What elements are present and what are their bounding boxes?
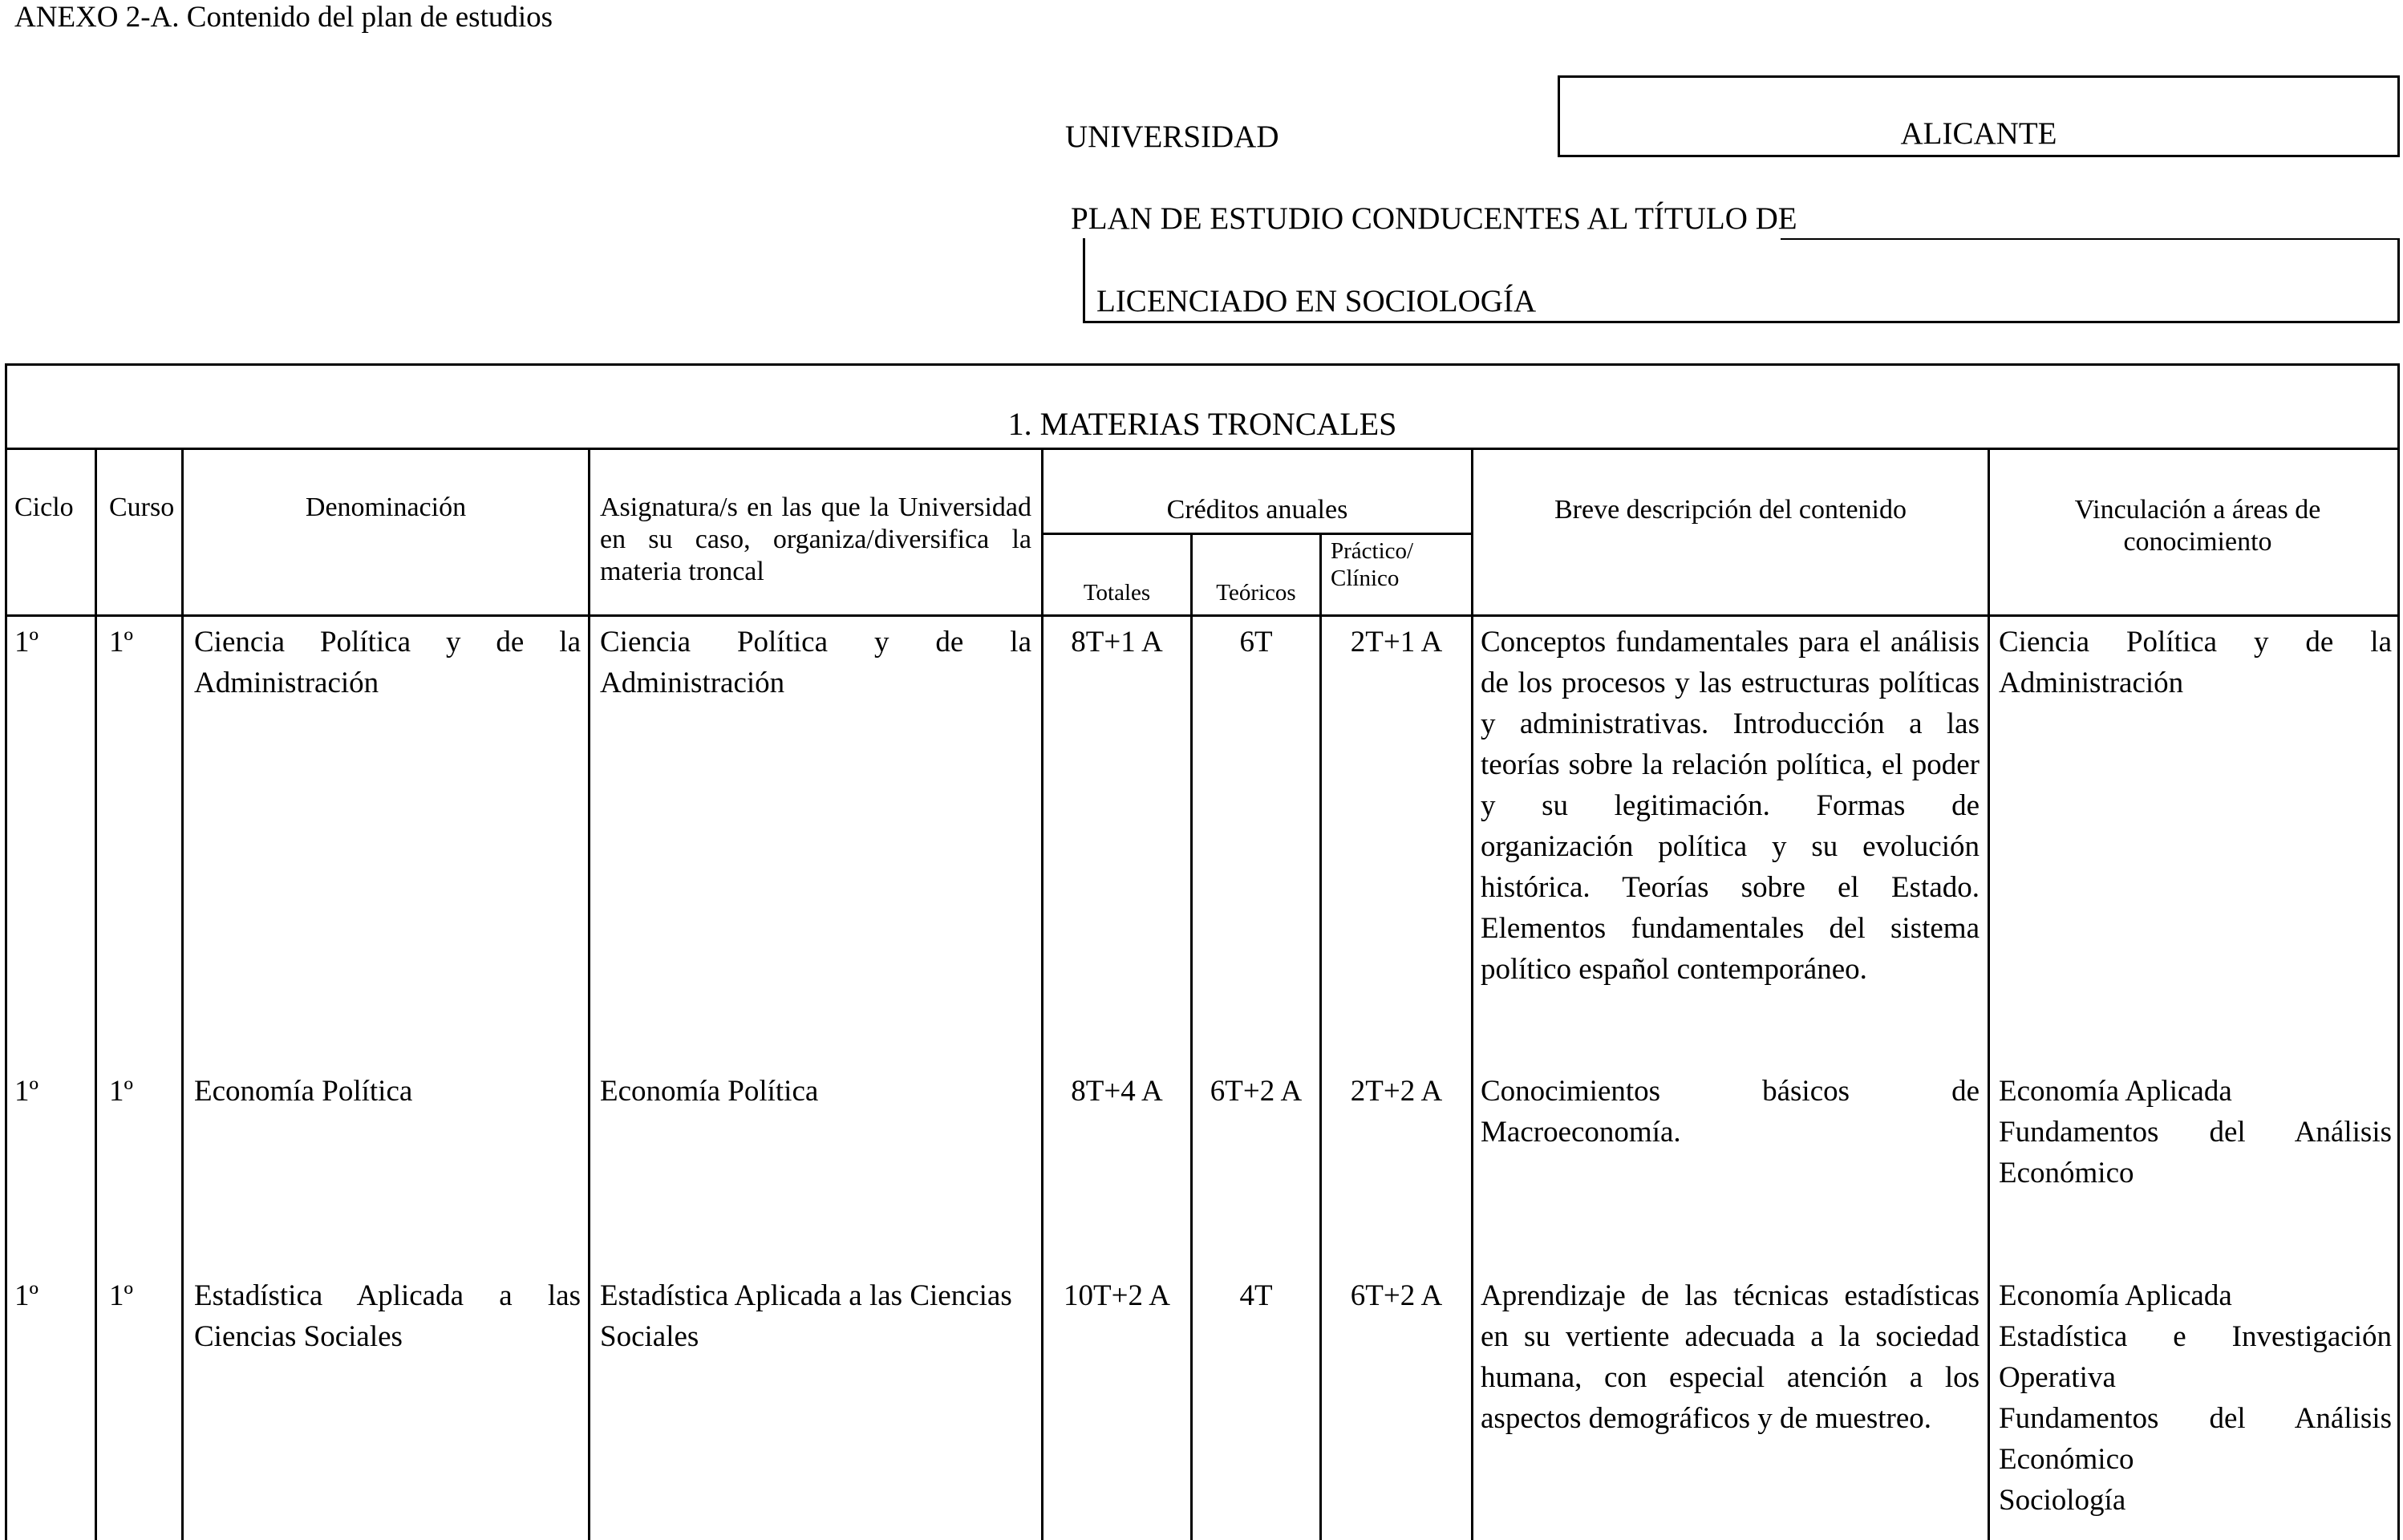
row-1-vinculacion bbox=[1999, 622, 2392, 703]
annex-title: ANEXO 2-A. Contenido del plan de estudios bbox=[14, 1, 553, 34]
section-title: 1. MATERIAS TRONCALES bbox=[1007, 406, 1397, 442]
row-3-teoricos: 4T bbox=[1239, 1279, 1273, 1312]
row-2-descripcion: Conocimientos básicos de Macroeconomía. bbox=[1481, 1075, 1980, 1149]
degree-title: LICENCIADO EN SOCIOLOGÍA bbox=[1096, 284, 1537, 318]
col-rule-5 bbox=[1190, 533, 1193, 1540]
row-3-descripcion: Aprendizaje de las técnicas estadísticas en su vertiente adecuada a la sociedad humana, con especial atención a los aspectos demográficos y de muestreo. bbox=[1481, 1279, 1980, 1435]
col-header-creditos: Créditos anuales bbox=[1166, 495, 1348, 525]
header-bottom-rule bbox=[5, 614, 2400, 617]
col-header-ciclo: Ciclo bbox=[14, 492, 74, 522]
col-header-curso: Curso bbox=[109, 492, 175, 522]
row-3-area-3: Fundamentos del Análisis Económico bbox=[1999, 1402, 2392, 1476]
row-3-asignaturas: Estadística Aplicada a las Ciencias Sociales bbox=[600, 1279, 1012, 1353]
col-header-vinculacion: Vinculación a áreas de conocimiento bbox=[2074, 495, 2321, 557]
row-1-asignaturas: Ciencia Política y de la Administración bbox=[600, 626, 1031, 699]
plan-label: PLAN DE ESTUDIO CONDUCENTES AL TÍTULO DE bbox=[1071, 201, 1797, 236]
col-header-teoricos: Teóricos bbox=[1216, 580, 1296, 606]
row-2-ciclo: 1º bbox=[14, 1075, 38, 1108]
row-2-curso: 1º bbox=[109, 1075, 133, 1108]
row-3-vinculacion bbox=[1999, 1275, 2392, 1521]
row-2-asignaturas: Economía Política bbox=[600, 1075, 819, 1108]
university-box bbox=[1558, 75, 2400, 157]
col-rule-4 bbox=[1041, 448, 1043, 1540]
row-1-teoricos: 6T bbox=[1239, 626, 1273, 659]
row-3-curso: 1º bbox=[109, 1279, 133, 1312]
row-1-curso: 1º bbox=[109, 626, 133, 659]
row-3-area-2: Estadística e Investigación Operativa bbox=[1999, 1320, 2392, 1394]
col-header-totales: Totales bbox=[1083, 580, 1151, 606]
row-3-area-1: Economía Aplicada bbox=[1999, 1279, 2232, 1312]
credits-sub-rule bbox=[1041, 533, 1471, 535]
row-2-area-1: Economía Aplicada bbox=[1999, 1075, 2232, 1108]
col-rule-2 bbox=[181, 448, 184, 1540]
row-2-practico: 2T+2 A bbox=[1350, 1075, 1443, 1108]
row-1-denominacion: Ciencia Política y de la Administración bbox=[194, 626, 581, 699]
row-1-practico: 2T+1 A bbox=[1350, 626, 1443, 659]
row-2-area-2: Fundamentos del Análisis Económico bbox=[1999, 1116, 2392, 1189]
row-1-totales: 8T+1 A bbox=[1071, 626, 1163, 659]
col-rule-7 bbox=[1471, 448, 1473, 1540]
row-2-totales: 8T+4 A bbox=[1071, 1075, 1163, 1108]
col-rule-6 bbox=[1319, 533, 1322, 1540]
header-top-rule bbox=[5, 448, 2400, 450]
col-rule-1 bbox=[95, 448, 97, 1540]
university-value: ALICANTE bbox=[1900, 116, 2057, 151]
col-rule-8 bbox=[1988, 448, 1990, 1540]
degree-title-box bbox=[1083, 238, 2400, 323]
col-header-practico: Práctico/ Clínico bbox=[1331, 538, 1414, 591]
row-3-ciclo: 1º bbox=[14, 1279, 38, 1312]
col-rule-3 bbox=[588, 448, 590, 1540]
col-header-asignaturas: Asignatura/s en las que la Universidad en su caso, organiza/diversifica la materia troncal bbox=[600, 492, 1031, 586]
university-label: UNIVERSIDAD bbox=[1065, 120, 1279, 154]
col-header-denominacion: Denominación bbox=[305, 492, 467, 522]
row-3-practico: 6T+2 A bbox=[1350, 1279, 1443, 1312]
row-2-denominacion: Economía Política bbox=[194, 1075, 413, 1108]
row-1-descripcion: Conceptos fundamentales para el análisis de los procesos y las estructuras políticas y administrativas. Introducción a las teorías sobre la relación política, el poder y su legitimación. Formas de organización política y su evolución histórica. Teorías sobre el Estado. Elementos fundamentales del sistema político español contemporáneo. bbox=[1481, 626, 1980, 986]
row-3-totales: 10T+2 A bbox=[1064, 1279, 1170, 1312]
row-2-vinculacion bbox=[1999, 1071, 2392, 1194]
row-1-area-1: Ciencia Política y de la Administración bbox=[1999, 626, 2392, 699]
row-1-ciclo: 1º bbox=[14, 626, 38, 659]
col-header-descripcion: Breve descripción del contenido bbox=[1554, 495, 1907, 525]
row-2-teoricos: 6T+2 A bbox=[1210, 1075, 1303, 1108]
row-3-denominacion: Estadística Aplicada a las Ciencias Sociales bbox=[194, 1279, 581, 1353]
row-3-area-4: Sociología bbox=[1999, 1484, 2126, 1517]
